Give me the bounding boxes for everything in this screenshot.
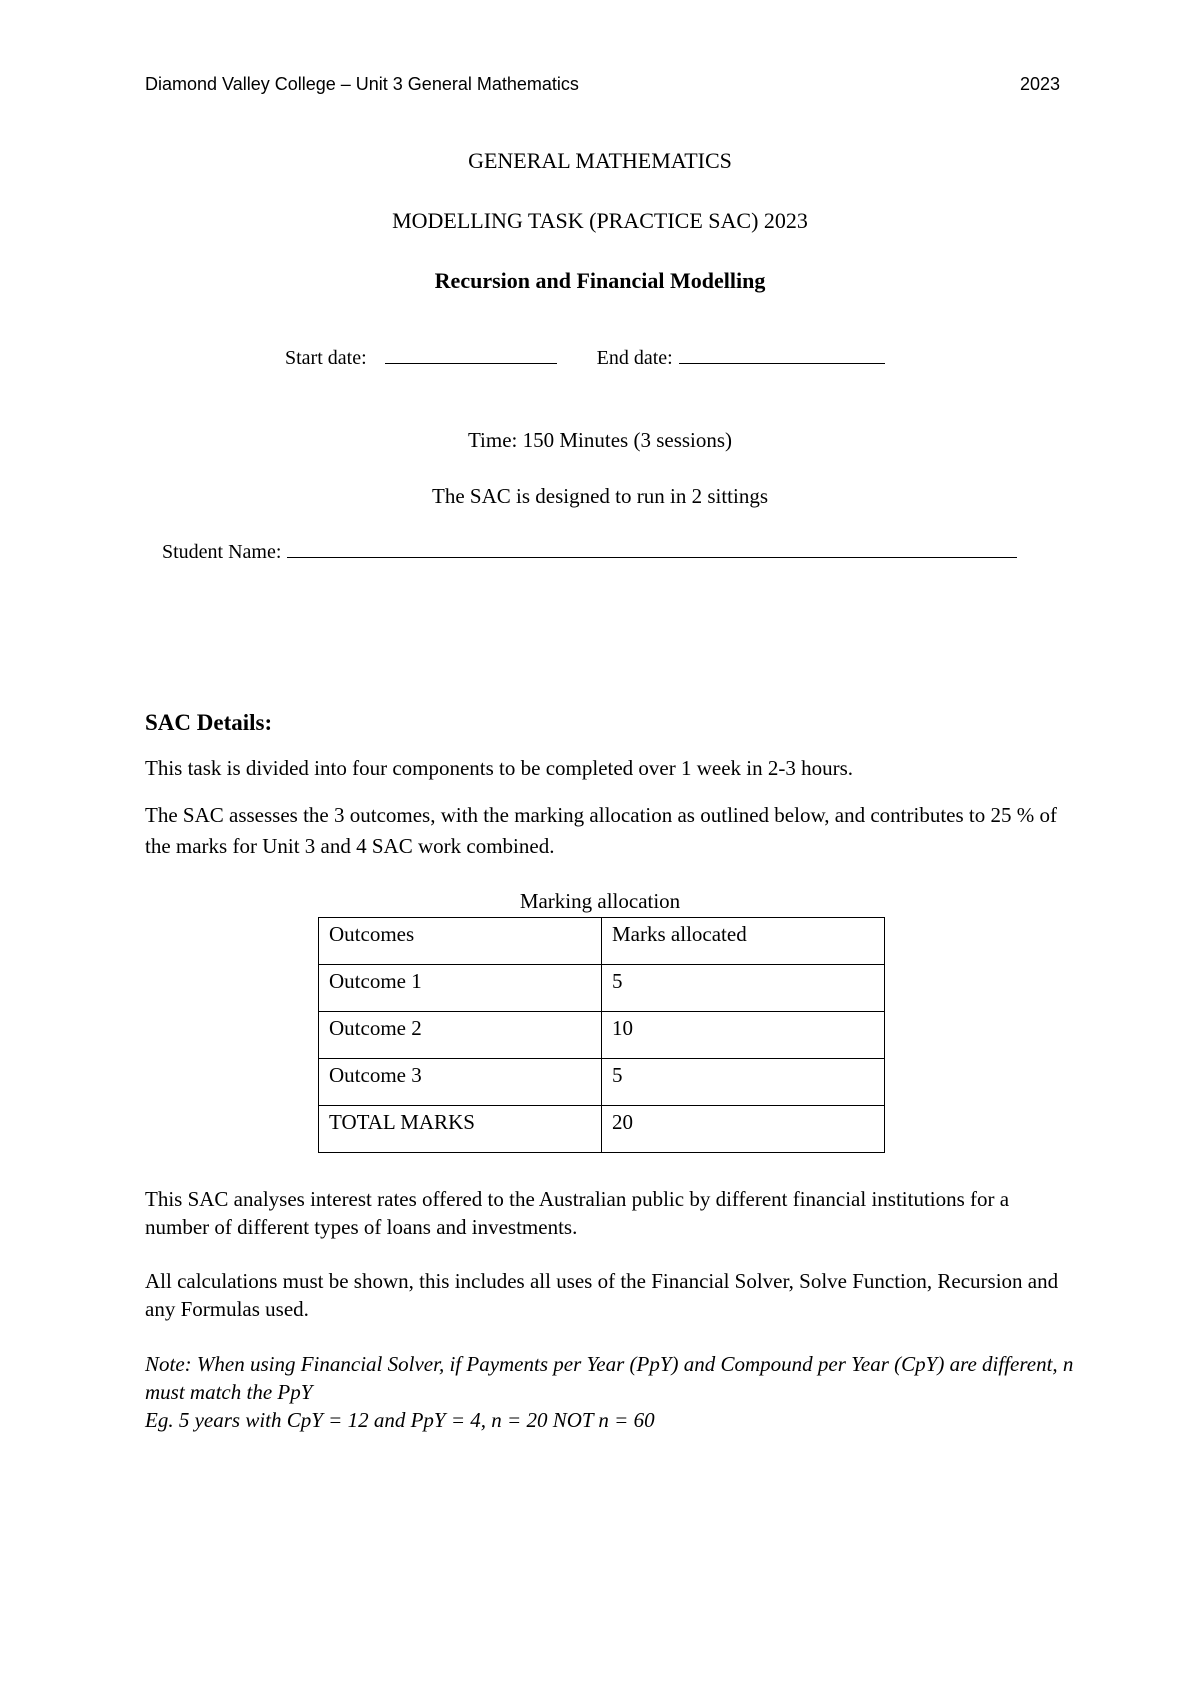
sac-details-paragraph-2: The SAC assesses the 3 outcomes, with the marking allocation as outlined below, and contributes to 25 % of the marks for Unit 3 and 4 SAC work combined. bbox=[145, 803, 1057, 858]
end-date-label: End date: bbox=[596, 347, 673, 369]
task-subtitle: Recursion and Financial Modelling bbox=[434, 268, 766, 293]
interest-rates-paragraph: This SAC analyses interest rates offered to the Australian public by different financial institutions for a number of different types of loans and investments. bbox=[145, 1187, 1010, 1239]
table-header-cell: Marks allocated bbox=[602, 918, 885, 965]
sac-details-paragraph-1: This task is divided into four components to be completed over 1 week in 2-3 hours. bbox=[145, 756, 854, 780]
table-row bbox=[319, 1012, 885, 1059]
student-name-label: Student Name: bbox=[162, 541, 282, 563]
end-date-blank[interactable] bbox=[679, 345, 885, 364]
table-cell: Outcome 2 bbox=[319, 1012, 602, 1059]
table-header-row bbox=[319, 918, 885, 965]
header-year: 2023 bbox=[1019, 74, 1060, 94]
financial-solver-note bbox=[145, 1350, 1085, 1434]
table-caption: Marking allocation bbox=[519, 889, 681, 913]
start-date-blank[interactable] bbox=[385, 345, 557, 364]
table-cell: 10 bbox=[602, 1012, 885, 1059]
table-row bbox=[319, 1106, 885, 1153]
start-date-label: Start date: bbox=[285, 347, 367, 369]
table-cell: TOTAL MARKS bbox=[319, 1106, 602, 1153]
table-header-cell: Outcomes bbox=[319, 918, 602, 965]
student-name-field bbox=[162, 539, 1017, 564]
course-title: GENERAL MATHEMATICS bbox=[468, 148, 732, 173]
note-line-2: Eg. 5 years with CpY = 12 and PpY = 4, n = 20 NOT n = 60 bbox=[145, 1408, 655, 1432]
header-college: Diamond Valley College – Unit 3 General Mathematics bbox=[145, 74, 579, 94]
calculations-paragraph: All calculations must be shown, this includes all uses of the Financial Solver, Solve Function, Recursion and any Formulas used. bbox=[145, 1269, 1059, 1321]
table-cell: Outcome 3 bbox=[319, 1059, 602, 1106]
table-cell: 5 bbox=[602, 965, 885, 1012]
table-cell: 20 bbox=[602, 1106, 885, 1153]
table-row bbox=[319, 1059, 885, 1106]
sittings-note: The SAC is designed to run in 2 sittings bbox=[432, 484, 768, 508]
marking-allocation-table bbox=[318, 917, 885, 1153]
date-fields bbox=[285, 345, 885, 370]
note-line-1: Note: When using Financial Solver, if Payments per Year (PpY) and Compound per Year (CpY) are different, n must match the PpY bbox=[145, 1352, 1074, 1404]
time-allowed: Time: 150 Minutes (3 sessions) bbox=[467, 428, 733, 452]
table-cell: 5 bbox=[602, 1059, 885, 1106]
sac-details-heading: SAC Details: bbox=[145, 710, 273, 735]
table-row bbox=[319, 965, 885, 1012]
table-cell: Outcome 1 bbox=[319, 965, 602, 1012]
student-name-blank[interactable] bbox=[287, 539, 1017, 558]
page-header bbox=[145, 74, 1060, 95]
task-title: MODELLING TASK (PRACTICE SAC) 2023 bbox=[392, 208, 808, 233]
